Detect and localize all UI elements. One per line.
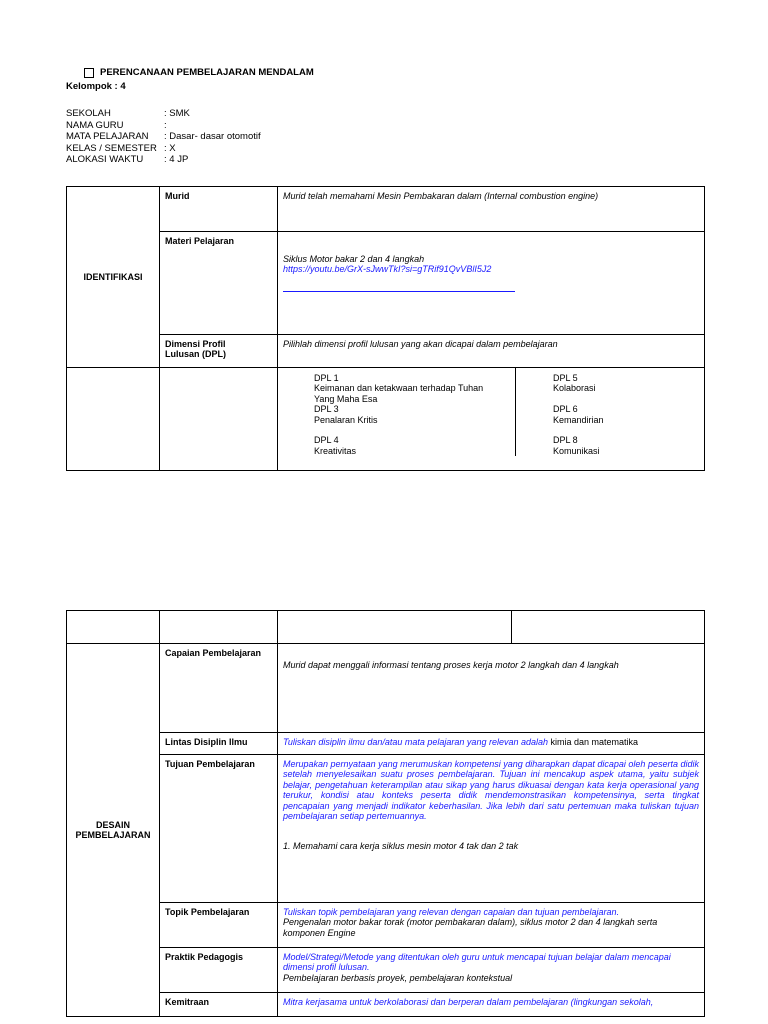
pp-cell[interactable] <box>278 948 705 993</box>
materi-text: Siklus Motor bakar 2 dan 4 langkah <box>283 254 425 264</box>
dpl-left-column: DPL 1 Keimanan dan ketakwaan terhadap Tuhan Yang Maha Esa DPL 3 Penalaran Kritis DPL 4 Kreativitas <box>278 368 516 456</box>
ld-prompt: Tuliskan disiplin ilmu dan/atau mata pelajaran yang relevan adalah <box>283 737 548 747</box>
empty-cell <box>160 368 278 471</box>
info-row-mapel: MATA PELAJARAN : Dasar- dasar otomotif <box>66 131 261 143</box>
murid-text[interactable]: Murid telah memahami Mesin Pembakaran dalam (Internal combustion engine) <box>278 187 705 232</box>
empty-cell <box>67 611 160 644</box>
ld-cell[interactable] <box>278 733 705 755</box>
dpl-label: Dimensi Profil Lulusan (DPL) <box>160 335 278 368</box>
tp-prompt: Merupakan pernyataan yang merumuskan kompetensi yang diharapkan dapat dicapai oleh peserta didik setelah menyelesaikan suatu proses pembelajaran. Tujuan ini mencakup aspek utama, yaitu subjek belajar, pengetahuan keterampilan atau sikap yang harus dikuasai dengan kata kerja operasional yang terukur, kondisi atau konteks peserta didik mendemonstrasikan kompetensinya, serta tingkat pencapaian yang menjadi indikator keberhasilan. Jika lebih dari satu pertemuan maka tuliskan tujuan pembelajaran setiap pertemuannya. <box>283 759 699 822</box>
info-row-guru: NAMA GURU : <box>66 119 167 131</box>
tp-cell[interactable] <box>278 755 705 903</box>
info-block <box>66 108 261 166</box>
materi-label: Materi Pelajaran <box>160 232 278 335</box>
dpl-text[interactable]: Pilihlah dimensi profil lulusan yang akan dicapai dalam pembelajaran <box>278 335 705 368</box>
info-row-sekolah: SEKOLAH : SMK <box>66 108 190 119</box>
cp-label: Capaian Pembelajaran <box>160 644 278 733</box>
topik-label: Topik Pembelajaran <box>160 903 278 948</box>
info-row-waktu: ALOKASI WAKTU : 4 JP <box>66 154 189 166</box>
checkbox-icon[interactable] <box>84 68 94 78</box>
identifikasi-table <box>66 186 705 471</box>
kem-cell[interactable] <box>278 993 705 1017</box>
tp-answer: 1. Memahami cara kerja siklus mesin motor 4 tak dan 2 tak <box>283 841 519 852</box>
ld-answer: kimia dan matematika <box>548 737 639 747</box>
empty-cell <box>160 611 278 644</box>
pp-answer: Pembelajaran berbasis proyek, pembelajaran kontekstual <box>283 972 513 983</box>
desain-section: DESAIN PEMBELAJARAN <box>67 644 160 1017</box>
ld-label: Lintas Disiplin Ilmu <box>160 733 278 755</box>
dpl-options-cell <box>278 368 705 471</box>
murid-label: Murid <box>160 187 278 232</box>
empty-cell <box>67 368 160 471</box>
identifikasi-section: IDENTIFIKASI <box>67 187 160 368</box>
title-text: PERENCANAAN PEMBELAJARAN MENDALAM <box>100 67 314 78</box>
desain-table <box>66 610 705 1017</box>
tp-label: Tujuan Pembelajaran <box>160 755 278 903</box>
kem-label: Kemitraan <box>160 993 278 1017</box>
topik-answer: Pengenalan motor bakar torak (motor pembakaran dalam), siklus motor 2 dan 4 langkah serta komponen Engine <box>283 917 658 938</box>
info-row-kelas: KELAS / SEMESTER : X <box>66 142 176 154</box>
kelompok-label: Kelompok : 4 <box>66 81 126 92</box>
kem-prompt: Mitra kerjasama untuk berkolaborasi dan berperan dalam pembelajaran (lingkungan sekolah, <box>283 997 654 1007</box>
materi-link[interactable]: https://youtu.be/GrX-sJwwTkI?si=gTRif91QvVBlI5J2 <box>283 264 492 275</box>
topik-cell[interactable] <box>278 903 705 948</box>
pp-label: Praktik Pedagogis <box>160 948 278 993</box>
topik-prompt: Tuliskan topik pembelajaran yang relevan dengan capaian dan tujuan pembelajaran. <box>283 907 620 917</box>
cp-cell[interactable] <box>278 644 705 733</box>
pp-prompt: Model/Strategi/Metode yang ditentukan oleh guru untuk mencapai tujuan belajar dalam mencapai dimensi profil lulusan. <box>283 952 671 973</box>
dpl-right-column: DPL 5 Kolaborasi DPL 6 Kemandirian DPL 8 Komunikasi <box>553 373 604 456</box>
empty-cell <box>278 611 512 644</box>
cp-text: Murid dapat menggali informasi tentang proses kerja motor 2 langkah dan 4 langkah <box>283 660 619 670</box>
document-title <box>84 67 314 78</box>
empty-cell <box>512 611 705 644</box>
materi-cell[interactable] <box>278 232 705 335</box>
underline-divider <box>283 291 515 292</box>
